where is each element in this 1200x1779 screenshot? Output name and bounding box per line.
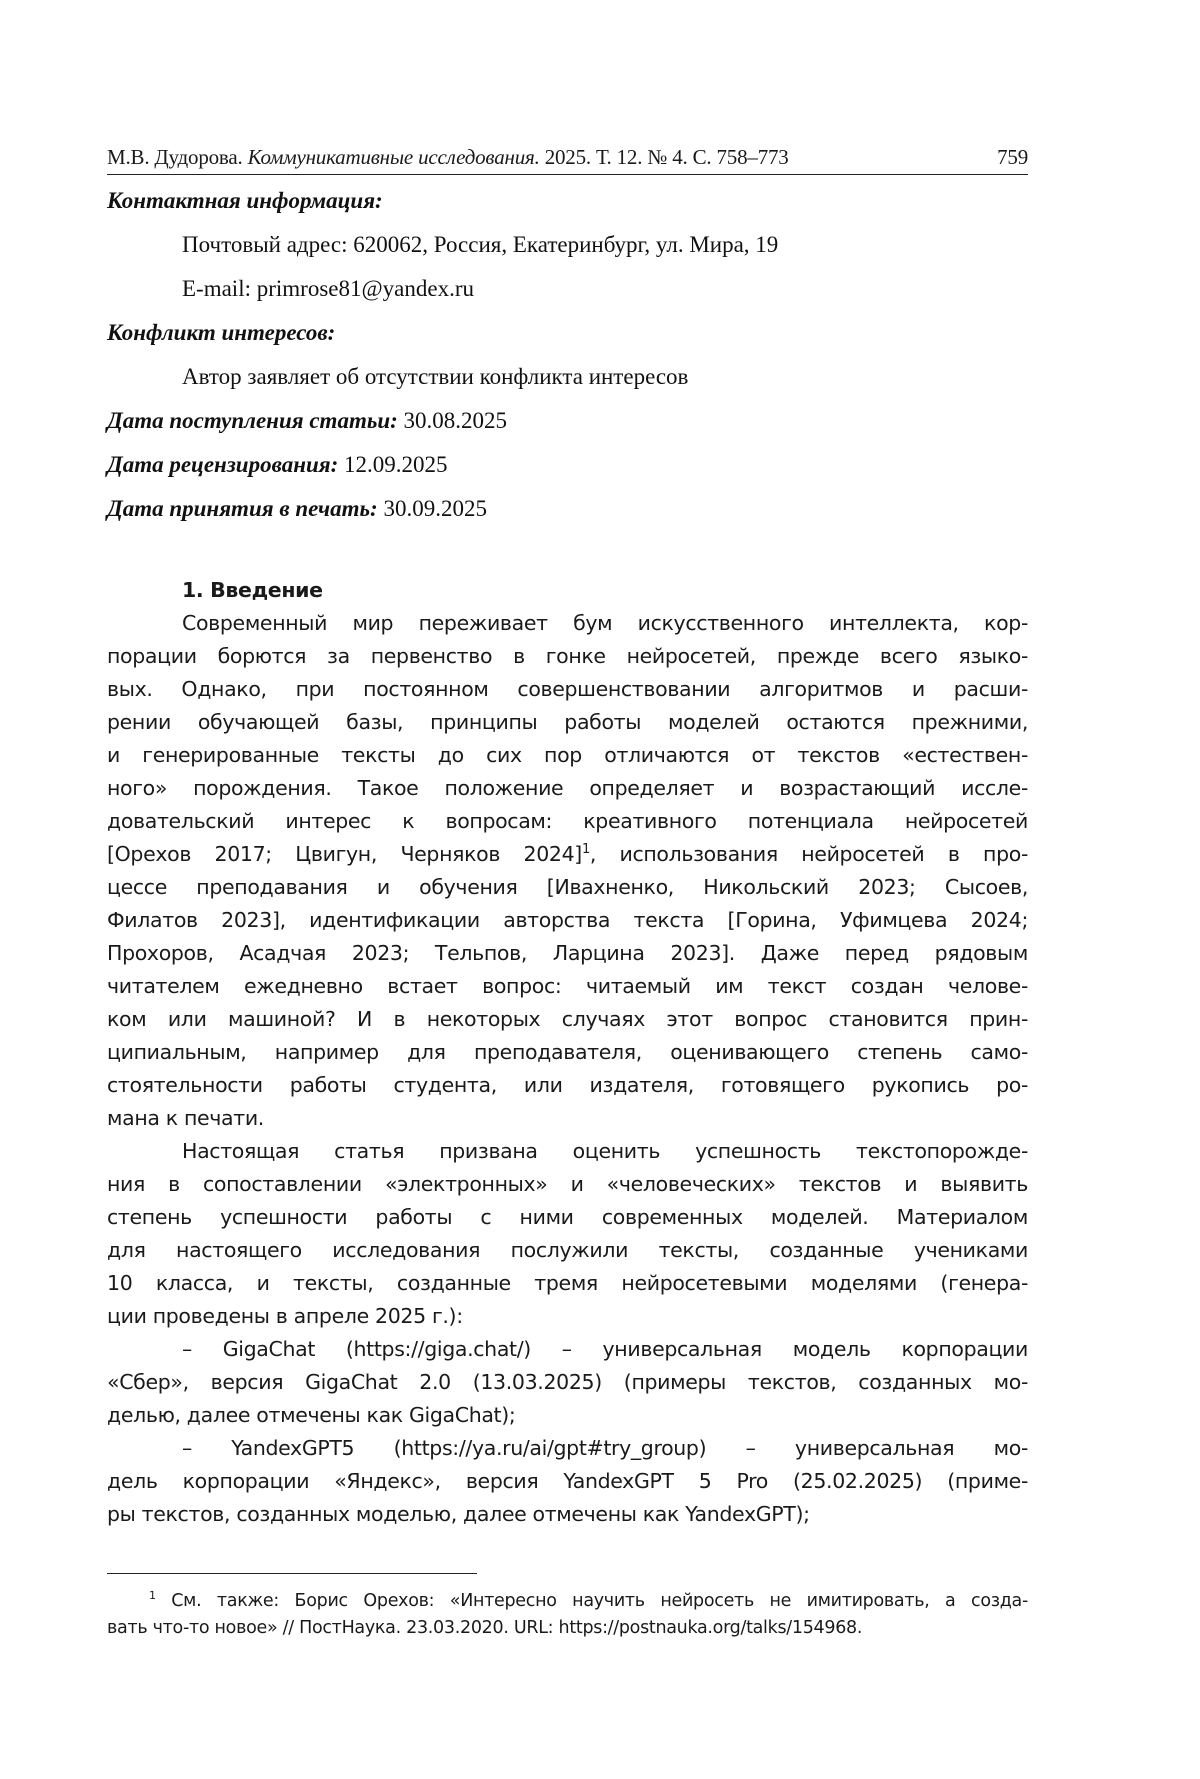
- received-label: Дата поступления статьи:: [107, 408, 398, 433]
- contact-block: [107, 188, 1028, 540]
- body-line: степень успешности работы с ними современных моделей. Материалом: [107, 1205, 1028, 1229]
- article-body: [107, 574, 1028, 1531]
- header-author: М.В. Дудорова.: [107, 145, 243, 169]
- footnote-marker: 1: [149, 1589, 156, 1603]
- header-citation: [107, 144, 789, 170]
- body-line: довательский интерес к вопросам: креативного потенциала нейросетей: [107, 809, 1028, 833]
- citation-continuation: , использования нейросетей в про-: [589, 842, 1028, 866]
- body-line: ния в сопоставлении «электронных» и «человеческих» текстов и выявить: [107, 1172, 1028, 1196]
- body-line: ципиальным, например для преподавателя, оценивающего степень само-: [107, 1040, 1028, 1064]
- footnote: [107, 1588, 1028, 1642]
- conflict-text: Автор заявляет об отсутствии конфликта интересов: [182, 364, 689, 389]
- body-line: ком или машиной? И в некоторых случаях этот вопрос становится прин-: [107, 1007, 1028, 1031]
- body-line: дель корпорации «Яндекс», версия YandexGPT 5 Pro (25.02.2025) (приме-: [107, 1469, 1028, 1493]
- body-line: для настоящего исследования послужили тексты, созданные учениками: [107, 1238, 1028, 1262]
- body-line: 10 класса, и тексты, созданные тремя нейросетевыми моделями (генера-: [107, 1271, 1028, 1295]
- body-line: [107, 838, 1028, 871]
- body-line: вых. Однако, при постоянном совершенствовании алгоритмов и расши-: [107, 677, 1028, 701]
- body-line: Настоящая статья призвана оценить успешность текстопорожде-: [182, 1139, 1028, 1163]
- received-value: 30.08.2025: [397, 408, 508, 433]
- body-line: читателем ежедневно встает вопрос: читаемый им текст создан челове-: [107, 974, 1028, 998]
- body-line: и генерированные тексты до сих пор отличаются от текстов «естествен-: [107, 743, 1028, 767]
- running-header: [107, 144, 1028, 175]
- body-line: делью, далее отмечены как GigaChat);: [107, 1403, 516, 1427]
- body-line: цессе преподавания и обучения [Ивахненко, Никольский 2023; Сысоев,: [107, 875, 1028, 899]
- postal-address: Почтовый адрес: 620062, Россия, Екатеринбург, ул. Мира, 19: [182, 232, 779, 257]
- body-line: Прохоров, Асадчая 2023; Тельпов, Ларцина 2023]. Даже перед рядовым: [107, 941, 1028, 965]
- footnote-divider: [107, 1573, 477, 1574]
- footnote-line: вать что-то новое» // ПостНаука. 23.03.2020. URL: https://postnauka.org/talks/154968.: [107, 1618, 863, 1638]
- list-item-yandexgpt: – YandexGPT5 (https://ya.ru/ai/gpt#try_group) – универсальная мо-: [182, 1436, 1028, 1460]
- conflict-heading: Конфликт интересов:: [107, 320, 336, 345]
- body-line: мана к печати.: [107, 1106, 264, 1130]
- body-line: ного» порождения. Такое положение определяет и возрастающий иссле-: [107, 776, 1028, 800]
- footnote-text: См. также: Борис Орехов: «Интересно научить нейросеть не имитировать, а созда-: [155, 1591, 1028, 1611]
- header-journal: Коммуникативные исследования.: [247, 145, 540, 169]
- page-number: 759: [997, 145, 1028, 169]
- body-line: Филатов 2023], идентификации авторства текста [Горина, Уфимцева 2024;: [107, 908, 1028, 932]
- accepted-value: 30.09.2025: [377, 496, 487, 521]
- header-issue: 2025. Т. 12. № 4. С. 758–773: [544, 145, 789, 169]
- list-item-gigachat: – GigaChat (https://giga.chat/) – универсальная модель корпорации: [182, 1337, 1028, 1361]
- reviewed-date: [107, 452, 1028, 496]
- body-line: «Сбер», версия GigaChat 2.0 (13.03.2025) (примеры текстов, созданных мо-: [107, 1370, 1028, 1394]
- section-title: 1. Введение: [182, 578, 323, 602]
- received-date: [107, 408, 1028, 452]
- contact-heading: Контактная информация:: [107, 188, 383, 213]
- accepted-date: [107, 496, 1028, 540]
- reviewed-value: 12.09.2025: [338, 452, 448, 477]
- footnote-reference[interactable]: 1: [581, 842, 590, 858]
- accepted-label: Дата принятия в печать:: [107, 496, 378, 521]
- body-line: стоятельности работы студента, или издателя, готовящего рукопись ро-: [107, 1073, 1028, 1097]
- citation-span: [Орехов 2017; Цвигун, Черняков 2024]: [107, 842, 582, 866]
- body-line: порации борются за первенство в гонке нейросетей, прежде всего языко-: [107, 644, 1028, 668]
- body-line: ры текстов, созданных моделью, далее отмечены как YandexGPT);: [107, 1502, 810, 1526]
- email-line: E-mail: primrose81@yandex.ru: [182, 276, 474, 301]
- reviewed-label: Дата рецензирования:: [107, 452, 339, 477]
- footnote-line: [107, 1588, 1028, 1615]
- body-line: рении обучающей базы, принципы работы моделей остаются прежними,: [107, 710, 1028, 734]
- body-line: ции проведены в апреле 2025 г.):: [107, 1304, 463, 1328]
- body-line: Современный мир переживает бум искусственного интеллекта, кор-: [182, 611, 1028, 635]
